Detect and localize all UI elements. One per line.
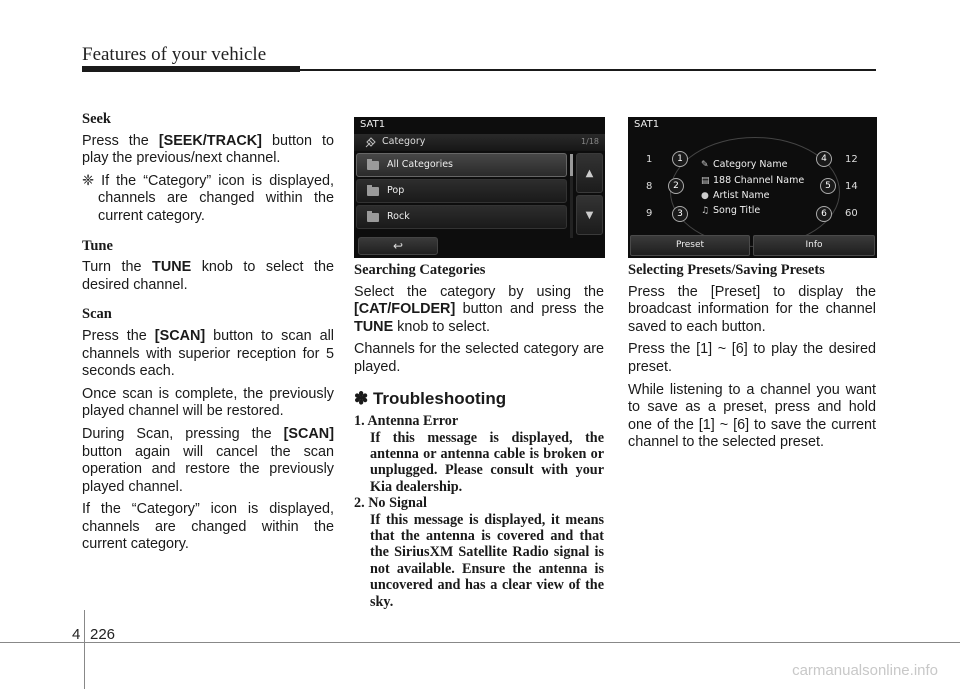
trouble-item-no-signal: 2. No Signal If this message is displayed, it means that the antenna is covered and that the SiriusXM Satellite Radio signal is not available. Ensure the antenna is uncovered and has a clear view of the sky.: [354, 495, 604, 610]
tune-heading: Tune: [82, 237, 113, 254]
info-artist: ● Artist Name: [701, 190, 770, 201]
scroll-up-button[interactable]: ▲: [576, 153, 603, 193]
trouble-item-antenna: 1. Antenna Error If this message is displayed, the antenna or antenna cable is broken or unplugged. Please consult with your Kia dealership.: [354, 413, 604, 495]
channel-number: 8: [646, 181, 653, 192]
folder-icon: [367, 187, 379, 196]
presets-paragraph-1: Press the [Preset] to display the broadcast information for the channel saved to each button.: [628, 283, 876, 335]
footer-rule: [0, 642, 960, 643]
preset-tab-button[interactable]: Preset: [630, 235, 750, 256]
info-song: ♫ Song Title: [701, 205, 761, 216]
channel-number: 60: [845, 208, 858, 219]
scrollbar-thumb[interactable]: [570, 154, 573, 176]
category-count: 1/18: [581, 137, 599, 146]
channel-number: 12: [845, 154, 858, 165]
scroll-down-button[interactable]: ▼: [576, 195, 603, 235]
screen-title: SAT1: [634, 119, 660, 130]
folder-icon: [367, 213, 379, 222]
searching-heading: Searching Categories: [354, 262, 486, 278]
seek-note: ❈ If the “Category” icon is displayed, channels are changed within the current category.: [82, 172, 334, 224]
column-2: [354, 262, 604, 610]
presets-paragraph-2: Press the [1] ~ [6] to play the desired preset.: [628, 341, 876, 375]
category-label: Category: [382, 136, 426, 147]
info-channel: ▤ 188 Channel Name: [701, 175, 805, 186]
preset-screen: [628, 117, 877, 258]
header-title: Features of your vehicle: [82, 44, 267, 65]
info-category: ✎ Category Name: [701, 159, 788, 170]
presets-heading: Selecting Presets/Saving Presets: [628, 262, 825, 278]
satellite-icon: ✎: [701, 160, 709, 170]
column-3: [628, 262, 876, 457]
satellite-icon: [364, 137, 376, 149]
searching-paragraph-2: Channels for the selected category are played.: [354, 341, 604, 375]
presets-paragraph-3: While listening to a channel you want to save as a preset, press and hold one of the [1] ~ [6] to save the current channel to the selected preset.: [628, 381, 876, 451]
searching-paragraph-1: Select the category by using the [CAT/FOLDER] button and press the TUNE knob to select.: [354, 283, 604, 335]
preset-button-6[interactable]: 6: [816, 206, 832, 222]
folder-icon: [367, 161, 379, 170]
channel-number: 14: [845, 181, 858, 192]
header-bar: [82, 66, 300, 72]
page-number: 226: [90, 626, 116, 643]
column-1: [82, 111, 334, 559]
category-item-pop[interactable]: Pop: [356, 179, 567, 203]
tune-paragraph: Turn the TUNE knob to select the desired channel.: [82, 259, 334, 293]
preset-button-3[interactable]: 3: [672, 206, 688, 222]
category-item-rock[interactable]: Rock: [356, 205, 567, 229]
preset-button-2[interactable]: 2: [668, 178, 684, 194]
channel-number: 1: [646, 154, 653, 165]
scan-heading: Scan: [82, 306, 112, 323]
seek-heading: Seek: [82, 111, 111, 127]
radio-icon: ▤: [701, 176, 710, 186]
troubleshooting-heading: ✽ Troubleshooting: [354, 388, 507, 408]
music-note-icon: ♫: [701, 206, 710, 216]
category-screen: [354, 117, 605, 258]
header-rule: [300, 69, 876, 71]
screen-title: SAT1: [360, 119, 386, 130]
preset-button-4[interactable]: 4: [816, 151, 832, 167]
scan-paragraph-3: During Scan, pressing the [SCAN] button again will cancel the scan operation and restore the previously played channel.: [82, 425, 334, 495]
info-tab-button[interactable]: Info: [753, 235, 875, 256]
preset-button-1[interactable]: 1: [672, 151, 688, 167]
back-button[interactable]: ↩: [358, 237, 438, 255]
watermark: carmanualsonline.info: [792, 662, 938, 679]
footer-divider: [84, 610, 85, 689]
preset-button-5[interactable]: 5: [820, 178, 836, 194]
seek-paragraph: Press the [SEEK/TRACK] button to play the previous/next channel.: [82, 132, 334, 167]
scan-paragraph-2: Once scan is complete, the previously played channel will be restored.: [82, 385, 334, 420]
scan-paragraph-1: Press the [SCAN] button to scan all channels with superior reception for 5 seconds each.: [82, 327, 334, 380]
section-number: 4: [72, 626, 81, 643]
category-item-all[interactable]: All Categories: [356, 153, 567, 177]
channel-number: 9: [646, 208, 653, 219]
person-icon: ●: [701, 191, 709, 201]
scan-paragraph-4: If the “Category” icon is displayed, channels are changed within the current category.: [82, 501, 334, 553]
